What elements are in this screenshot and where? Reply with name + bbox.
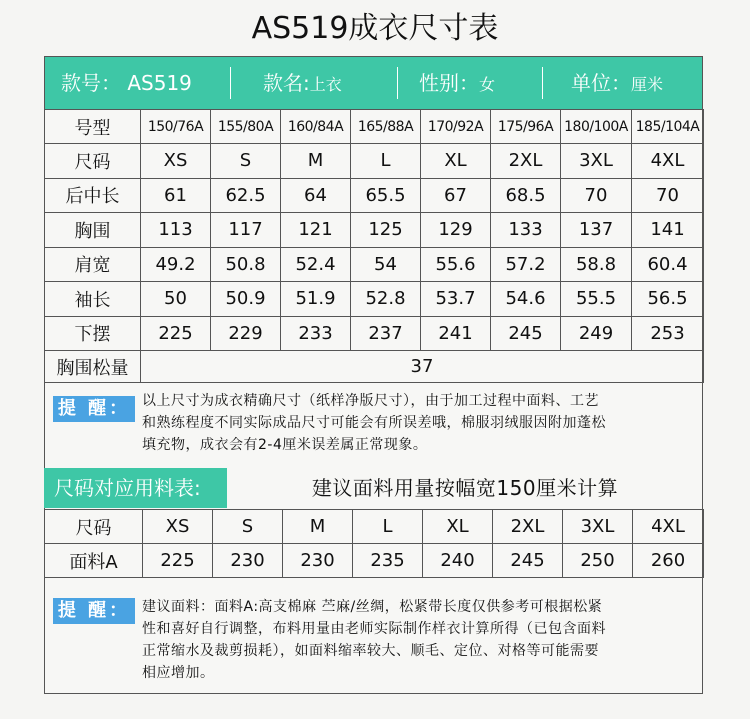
fabric-size-row: [45, 510, 704, 544]
cell: XS: [141, 144, 211, 179]
cell: 65.5: [351, 178, 421, 213]
notice-text: [142, 412, 606, 434]
cell: 249: [561, 316, 632, 351]
cell: 245: [491, 316, 561, 351]
row-label: 下摆: [45, 316, 141, 351]
size-row: [45, 144, 704, 179]
cell: 253: [632, 316, 704, 351]
cell: 54: [351, 247, 421, 282]
cell: 55.5: [561, 282, 632, 317]
page-title: AS519成衣尺寸表: [251, 11, 499, 46]
cell: 170/92A: [421, 110, 491, 144]
header-divider: [542, 67, 543, 99]
row-label: 袖长: [45, 282, 141, 317]
cell: XL: [423, 510, 493, 544]
fabric-amount-row: [45, 544, 704, 578]
size-row: [45, 282, 704, 317]
row-label: 面料A: [45, 544, 143, 578]
cell: 70: [561, 178, 632, 213]
cell: 4XL: [633, 510, 704, 544]
header-bar: [44, 56, 703, 110]
cell: 175/96A: [491, 110, 561, 144]
notice-box: [44, 381, 703, 468]
cell: 240: [423, 544, 493, 578]
gender: [419, 57, 495, 109]
fabric-table: [44, 509, 704, 578]
notice-box-2: [44, 578, 703, 694]
cell: 62.5: [211, 178, 281, 213]
notice-line: 相应增加。: [142, 665, 215, 681]
fabric-section-note: 建议面料用量按幅宽150厘米计算: [311, 476, 619, 500]
row-label: 肩宽: [45, 247, 141, 282]
cell: 133: [491, 213, 561, 248]
cell: 117: [211, 213, 281, 248]
cell: 233: [281, 316, 351, 351]
cell: 185/104A: [632, 110, 704, 144]
cell: M: [281, 144, 351, 179]
cell: 51.9: [281, 282, 351, 317]
cell: 3XL: [563, 510, 633, 544]
ease-label: 胸围松量: [45, 351, 141, 383]
cell: 61: [141, 178, 211, 213]
cell: 241: [421, 316, 491, 351]
notice-badge: 提 醒：: [53, 598, 135, 624]
cell: XS: [143, 510, 213, 544]
cell: 50.9: [211, 282, 281, 317]
cell: 2XL: [493, 510, 563, 544]
cell: 52.8: [351, 282, 421, 317]
cell: 54.6: [491, 282, 561, 317]
cell: 237: [351, 316, 421, 351]
row-label: 胸围: [45, 213, 141, 248]
ease-row: [45, 351, 704, 383]
row-label: 号型: [45, 110, 141, 144]
header-divider: [397, 67, 398, 99]
cell: 230: [283, 544, 353, 578]
size-row: [45, 178, 704, 213]
cell: 125: [351, 213, 421, 248]
cell: 57.2: [491, 247, 561, 282]
cell: 64: [281, 178, 351, 213]
fabric-section-title: 尺码对应用料表:: [44, 468, 227, 508]
cell: 129: [421, 213, 491, 248]
row-label: 后中长: [45, 178, 141, 213]
notice-line: 正常缩水及裁剪损耗），如面料缩率较大、顺毛、定位、对格等可能需要: [142, 643, 599, 659]
gender-label: 性别：: [419, 71, 479, 95]
notice-line: 和熟练程度不同实际成品尺寸可能会有所误差哦，棉服羽绒服因附加蓬松: [142, 415, 606, 431]
cell: 160/84A: [281, 110, 351, 144]
notice-line: 填充物，成衣会有2-4厘米误差属正常现象。: [142, 437, 428, 453]
unit: [571, 57, 663, 109]
cell: M: [283, 510, 353, 544]
cell: 53.7: [421, 282, 491, 317]
cell: 155/80A: [211, 110, 281, 144]
style-name: [263, 57, 342, 109]
cell: XL: [421, 144, 491, 179]
cell: 56.5: [632, 282, 704, 317]
cell: 50.8: [211, 247, 281, 282]
cell: 3XL: [561, 144, 632, 179]
cell: 58.8: [561, 247, 632, 282]
cell: 225: [143, 544, 213, 578]
size-row: [45, 213, 704, 248]
cell: 67: [421, 178, 491, 213]
style-no: [61, 57, 192, 109]
cell: 235: [353, 544, 423, 578]
style-name-label: 款名:: [263, 71, 310, 95]
cell: 2XL: [491, 144, 561, 179]
notice-text: [142, 390, 599, 412]
notice-line: 建议面料：面料A:高支棉麻 苎麻/丝绸，松紧带长度仅供参考可根据松紧: [142, 599, 603, 615]
row-label: 尺码: [45, 144, 141, 179]
notice-badge: 提 醒：: [53, 396, 135, 422]
style-no-label: 款号：: [61, 71, 121, 95]
cell: 49.2: [141, 247, 211, 282]
cell: 141: [632, 213, 704, 248]
cell: L: [351, 144, 421, 179]
size-row: [45, 316, 704, 351]
gender-value: 女: [479, 75, 496, 94]
size-row: [45, 247, 704, 282]
cell: L: [353, 510, 423, 544]
cell: 4XL: [632, 144, 704, 179]
style-name-value: 上衣: [309, 75, 342, 94]
cell: 180/100A: [561, 110, 632, 144]
cell: 121: [281, 213, 351, 248]
notice-line: 以上尺寸为成衣精确尺寸（纸样净版尺寸），由于加工过程中面料、工艺: [142, 393, 599, 409]
cell: 52.4: [281, 247, 351, 282]
unit-value: 厘米: [631, 75, 664, 94]
cell: 70: [632, 178, 704, 213]
ease-value: 37: [141, 351, 704, 383]
cell: 245: [493, 544, 563, 578]
cell: 50: [141, 282, 211, 317]
size-row: [45, 110, 704, 144]
unit-label: 单位：: [571, 71, 631, 95]
cell: 113: [141, 213, 211, 248]
notice-text: [142, 434, 427, 456]
cell: 225: [141, 316, 211, 351]
cell: 137: [561, 213, 632, 248]
header-divider: [230, 67, 231, 99]
cell: 250: [563, 544, 633, 578]
cell: S: [213, 510, 283, 544]
cell: 229: [211, 316, 281, 351]
cell: 165/88A: [351, 110, 421, 144]
cell: 55.6: [421, 247, 491, 282]
row-label: 尺码: [45, 510, 143, 544]
cell: 68.5: [491, 178, 561, 213]
cell: 60.4: [632, 247, 704, 282]
notice-line: 性和喜好自行调整，布料用量由老师实际制作样衣计算所得（已包含面料: [142, 621, 606, 637]
cell: 230: [213, 544, 283, 578]
cell: 260: [633, 544, 704, 578]
style-no-value: AS519: [127, 71, 192, 95]
cell: S: [211, 144, 281, 179]
size-table: [44, 109, 704, 383]
cell: 150/76A: [141, 110, 211, 144]
